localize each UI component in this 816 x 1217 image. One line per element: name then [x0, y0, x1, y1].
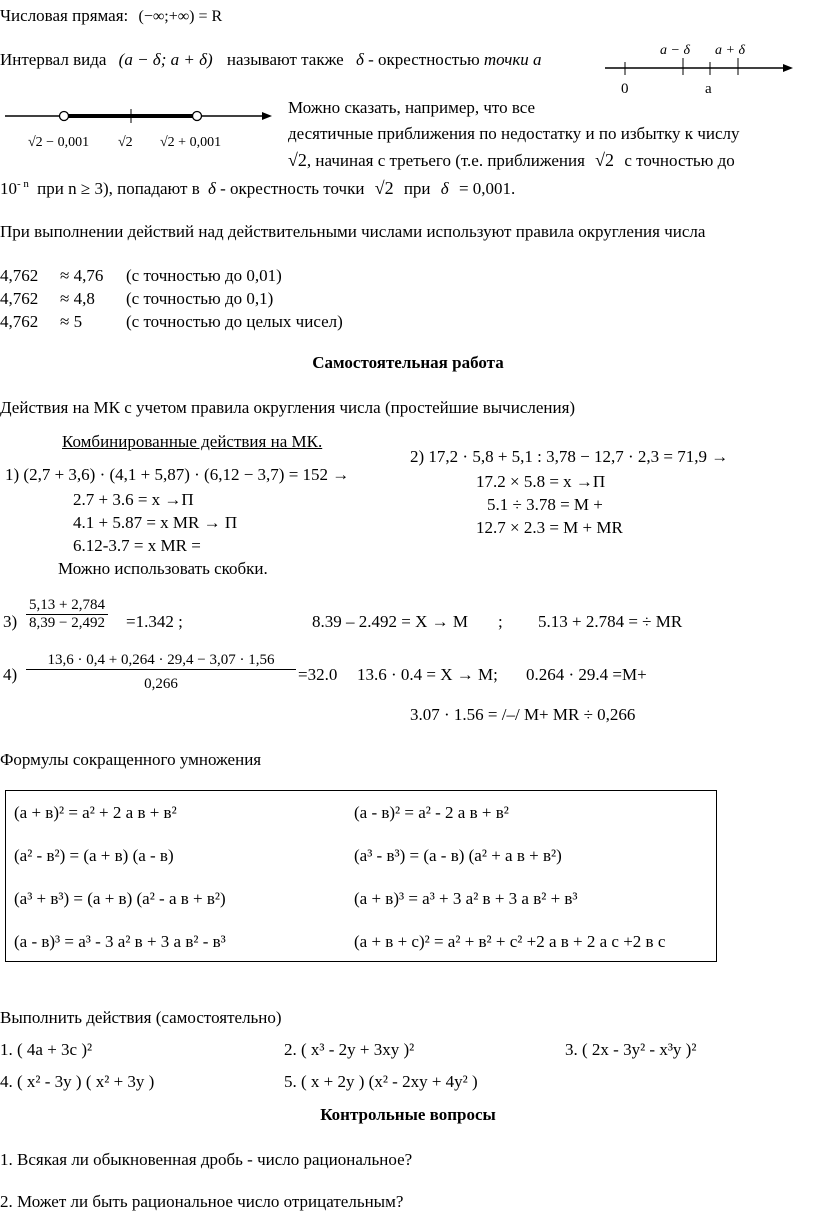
formula-right: (а + в + с)² = а² + в² + с² +2 а в + 2 а с +2 в с — [354, 932, 666, 951]
ex3-sep: ; — [498, 612, 503, 631]
ex3-result: =1.342 ; — [126, 612, 183, 631]
combo-title: Комбинированные действия на МК. — [62, 432, 323, 451]
ex3-keys: 5.13 + 2.784 = ÷ MR — [538, 612, 683, 631]
tasks-title: Выполнить действия (самостоятельно) — [0, 1008, 282, 1027]
number-line-a — [600, 40, 800, 100]
arrow-icon — [783, 64, 793, 72]
rounding-row — [0, 289, 274, 309]
ex3-num: 3) — [3, 612, 18, 631]
para-line-2: десятичные приближения по недостатку и по избытку к числу — [288, 124, 740, 143]
open-point — [60, 112, 69, 121]
formula-left: (а + в)² = а² + 2 а в + в² — [14, 803, 177, 822]
sqrt2: √2 — [374, 178, 394, 198]
tick-zero: 0 — [621, 81, 629, 97]
formula-right: (а + в)³ = а³ + 3 а² в + 3 а в² + в³ — [354, 889, 578, 908]
ex2-expr: 2) 17,2 · 5,8 + 5,1 : 3,78 − 12,7 · 2,3 = 71,9 → — [410, 447, 729, 466]
axis-formula: (−∞;+∞) = R — [138, 8, 223, 25]
ex4-keys: 13.6 · 0.4 = X → M; — [357, 665, 498, 684]
formula-right: (а³ - в³) = (а - в) (а² + а в + в²) — [354, 846, 562, 865]
interval-point: точки a — [483, 50, 542, 69]
rounding-row — [0, 266, 282, 286]
ex1-step: 6.12-3.7 = x MR = — [73, 536, 201, 555]
ex1-step: 2.7 + 3.6 = x →П — [73, 490, 194, 509]
ex2-step: 17.2 × 5.8 = x →П — [476, 472, 606, 491]
delta-symbol: δ — [440, 179, 449, 198]
ex2-step: 12.7 × 2.3 = M + MR — [476, 518, 623, 537]
formula-left: (а - в)³ = а³ - 3 а² в + 3 а в² - в³ — [14, 932, 226, 951]
tick-a-plus: a + δ — [715, 43, 745, 58]
round-intro: При выполнении действий над действительными числами используют правила округления числа — [0, 222, 706, 241]
ex4-fraction — [26, 652, 296, 693]
ex4-keys: 0.264 · 29.4 =M+ — [526, 665, 647, 684]
ex3-numerator: 5,13 + 2,784 — [26, 597, 108, 615]
sqrt2: √2 — [595, 150, 615, 170]
label-right: √2 + 0,001 — [160, 135, 222, 150]
ex1-step: 4.1 + 5.87 = x MR → П — [73, 513, 238, 532]
line-number-axis — [0, 6, 222, 26]
task-item: 2. ( x³ - 2y + 3xy )² — [284, 1040, 415, 1059]
round-precision: (с точностью до 0,01) — [126, 266, 282, 285]
arrow-icon — [262, 112, 272, 120]
formulas-title: Формулы сокращенного умножения — [0, 750, 262, 769]
task-item: 4. ( x² - 3y ) ( x² + 3y ) — [0, 1072, 155, 1091]
para-text: с точностью до — [624, 151, 735, 170]
para-text: = 0,001. — [458, 179, 516, 198]
para-text: при — [403, 179, 431, 198]
formula-left: (а² - в²) = (а + в) (а - в) — [14, 846, 174, 865]
label-left: √2 − 0,001 — [28, 135, 90, 150]
sqrt2: √2 — [288, 150, 307, 170]
axis-label: Числовая прямая: — [0, 6, 129, 25]
open-point — [193, 112, 202, 121]
question-item: 2. Может ли быть рациональное число отрицательным? — [0, 1192, 404, 1211]
para-line-1: Можно сказать, например, что все — [288, 98, 536, 117]
ex3-fraction — [26, 597, 108, 632]
interval-label: Интервал вида — [0, 50, 107, 69]
mk-intro: Действия на МК с учетом правила округления числа (простейшие вычисления) — [0, 398, 576, 417]
interval-definition — [0, 50, 542, 70]
formula-right: (а - в)² = а² - 2 а в + в² — [354, 803, 509, 822]
tick-a: a — [705, 81, 712, 97]
ex1-note: Можно использовать скобки. — [58, 559, 268, 578]
task-item: 1. ( 4a + 3c )² — [0, 1040, 93, 1059]
para-line-4 — [0, 178, 515, 199]
ex2-step: 5.1 ÷ 3.78 = M + — [487, 495, 603, 514]
question-item: 1. Всякая ли обыкновенная дробь - число рациональное? — [0, 1150, 413, 1169]
tick-a-minus: a − δ — [660, 43, 690, 58]
round-value: 4,762 — [0, 312, 39, 331]
para-line-3 — [288, 150, 735, 171]
round-result: ≈ 5 — [60, 312, 83, 331]
number-line-sqrt2 — [0, 100, 280, 160]
ex4-keys: 3.07 · 1.56 = /–/ M+ MR ÷ 0,266 — [410, 705, 636, 724]
task-item: 5. ( x + 2y ) (x² - 2xy + 4y² ) — [284, 1072, 478, 1091]
label-center: √2 — [118, 135, 133, 150]
para-text: , начиная с третьего (т.е. приближения — [306, 151, 585, 170]
ex3-denominator: 8,39 − 2,492 — [29, 615, 105, 631]
section-title-sr: Самостоятельная работа — [312, 353, 504, 372]
ex4-denominator: 0,266 — [144, 676, 178, 692]
rounding-row — [0, 312, 343, 332]
interval-mid: называют также — [226, 50, 344, 69]
round-result: ≈ 4,76 — [60, 266, 104, 285]
ex4-result: =32.0 — [298, 665, 338, 684]
round-result: ≈ 4,8 — [60, 289, 95, 308]
ex4-numerator: 13,6 · 0,4 + 0,264 · 29,4 − 3,07 · 1,56 — [26, 652, 296, 670]
round-value: 4,762 — [0, 289, 39, 308]
round-precision: (с точностью до 0,1) — [126, 289, 274, 308]
para-sup: - n — [17, 178, 29, 190]
task-item: 3. ( 2x - 3y² - x³y )² — [565, 1040, 697, 1059]
interval-formula: (a − δ; a + δ) — [118, 50, 213, 69]
para-text: - окрестность точки — [220, 179, 365, 198]
round-precision: (с точностью до целых чисел) — [126, 312, 343, 331]
ex1-expr: 1) (2,7 + 3,6) · (4,1 + 5,87) · (6,12 − 3,7) = 152 → — [5, 465, 350, 484]
interval-suffix: - окрестностью — [368, 50, 480, 69]
section-title-cq: Контрольные вопросы — [320, 1105, 496, 1124]
para-text: 10 — [0, 179, 17, 198]
delta-symbol: δ — [355, 50, 364, 69]
round-value: 4,762 — [0, 266, 39, 285]
ex3-keys: 8.39 – 2.492 = X → M — [312, 612, 468, 631]
para-text: при n ≥ 3), попадают в — [37, 179, 200, 198]
delta-symbol: δ — [207, 179, 216, 198]
formula-left: (а³ + в³) = (а + в) (а² - а в + в²) — [14, 889, 226, 908]
ex4-num: 4) — [3, 665, 18, 684]
